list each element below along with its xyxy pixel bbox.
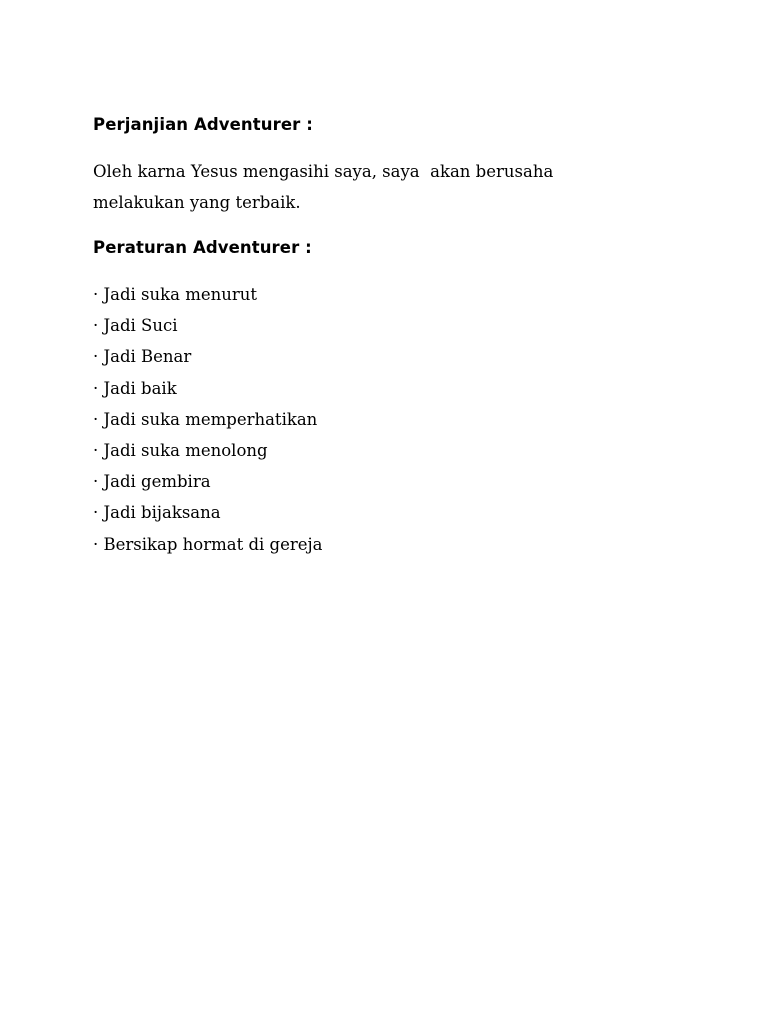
covenant-line: Oleh karna Yesus mengasihi saya, saya akan berusaha: [93, 162, 554, 181]
rule-item: · Bersikap hormat di gereja: [93, 534, 323, 554]
rule-item: · Jadi suka menurut: [93, 285, 258, 304]
rule-item: · Jadi suka menolong: [93, 441, 268, 461]
rule-item: · Jadi gembira: [93, 472, 211, 492]
rule-item: · Jadi suka memperhatikan: [93, 409, 318, 429]
covenant-line: melakukan yang terbaik.: [93, 193, 301, 212]
rules-list: [93, 279, 693, 560]
rule-item: · Jadi bijaksana: [93, 503, 221, 523]
rules-heading: Peraturan Adventurer :: [93, 238, 312, 257]
document-content: [93, 114, 693, 560]
rule-item: · Jadi Benar: [93, 347, 192, 367]
covenant-text: [93, 156, 693, 218]
rule-item: · Jadi Suci: [93, 316, 178, 336]
covenant-heading: Perjanjian Adventurer :: [93, 115, 313, 134]
rule-item: · Jadi baik: [93, 378, 177, 398]
